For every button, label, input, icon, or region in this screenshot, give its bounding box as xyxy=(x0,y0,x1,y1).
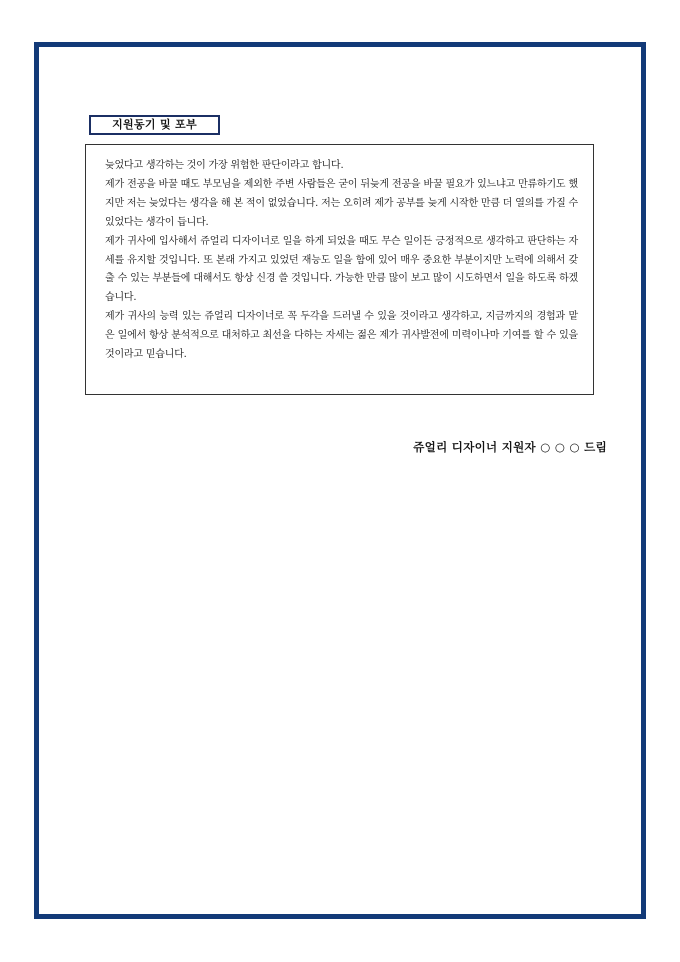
signature: 쥬얼리 디자이너 지원자 ○ ○ ○ 드림 xyxy=(413,440,607,454)
paragraph-3: 제가 귀사에 입사해서 쥬얼리 디자이너로 일을 하게 되었을 때도 무슨 일이든 긍정적으로 생각하고 판단하는 자세를 유지할 것입니다. 또 본래 가지고 있었던 재능도 일을 함에 있어 매우 중요한 부분이지만 노력에 의해서 갖출 수 있는 부분들에 대해서도 항상 신경 쓸 것입니다. 가능한 만큼 많이 보고 많이 시도하면서 일을 하도록 하겠습니다. xyxy=(105,235,578,304)
letter-box xyxy=(85,144,594,395)
section-title: 지원동기 및 포부 xyxy=(89,115,220,135)
paragraph-2: 제가 전공을 바꿀 때도 부모님을 제외한 주변 사람들은 굳이 뒤늦게 전공을 바꿀 필요가 있느냐고 만류하기도 했지만 저는 늦었다는 생각을 해 본 적이 없었습니다. 저는 오히려 제가 공부를 늦게 시작한 만큼 더 열의를 가질 수 있었다는 생각이 듭니다. xyxy=(105,178,578,228)
paragraph-4: 제가 귀사의 능력 있는 쥬얼리 디자이너로 꼭 두각을 드러낼 수 있을 것이라고 생각하고, 지금까지의 경험과 맡은 일에서 항상 분석적으로 대처하고 최선을 다하는 자세는 젊은 제가 귀사발전에 미력이나마 기여를 할 수 있을 것이라고 믿습니다. xyxy=(105,311,578,361)
page-frame xyxy=(34,42,646,919)
letter-body xyxy=(105,157,578,365)
paragraph-1: 늦었다고 생각하는 것이 가장 위험한 판단이라고 합니다. xyxy=(105,160,344,171)
